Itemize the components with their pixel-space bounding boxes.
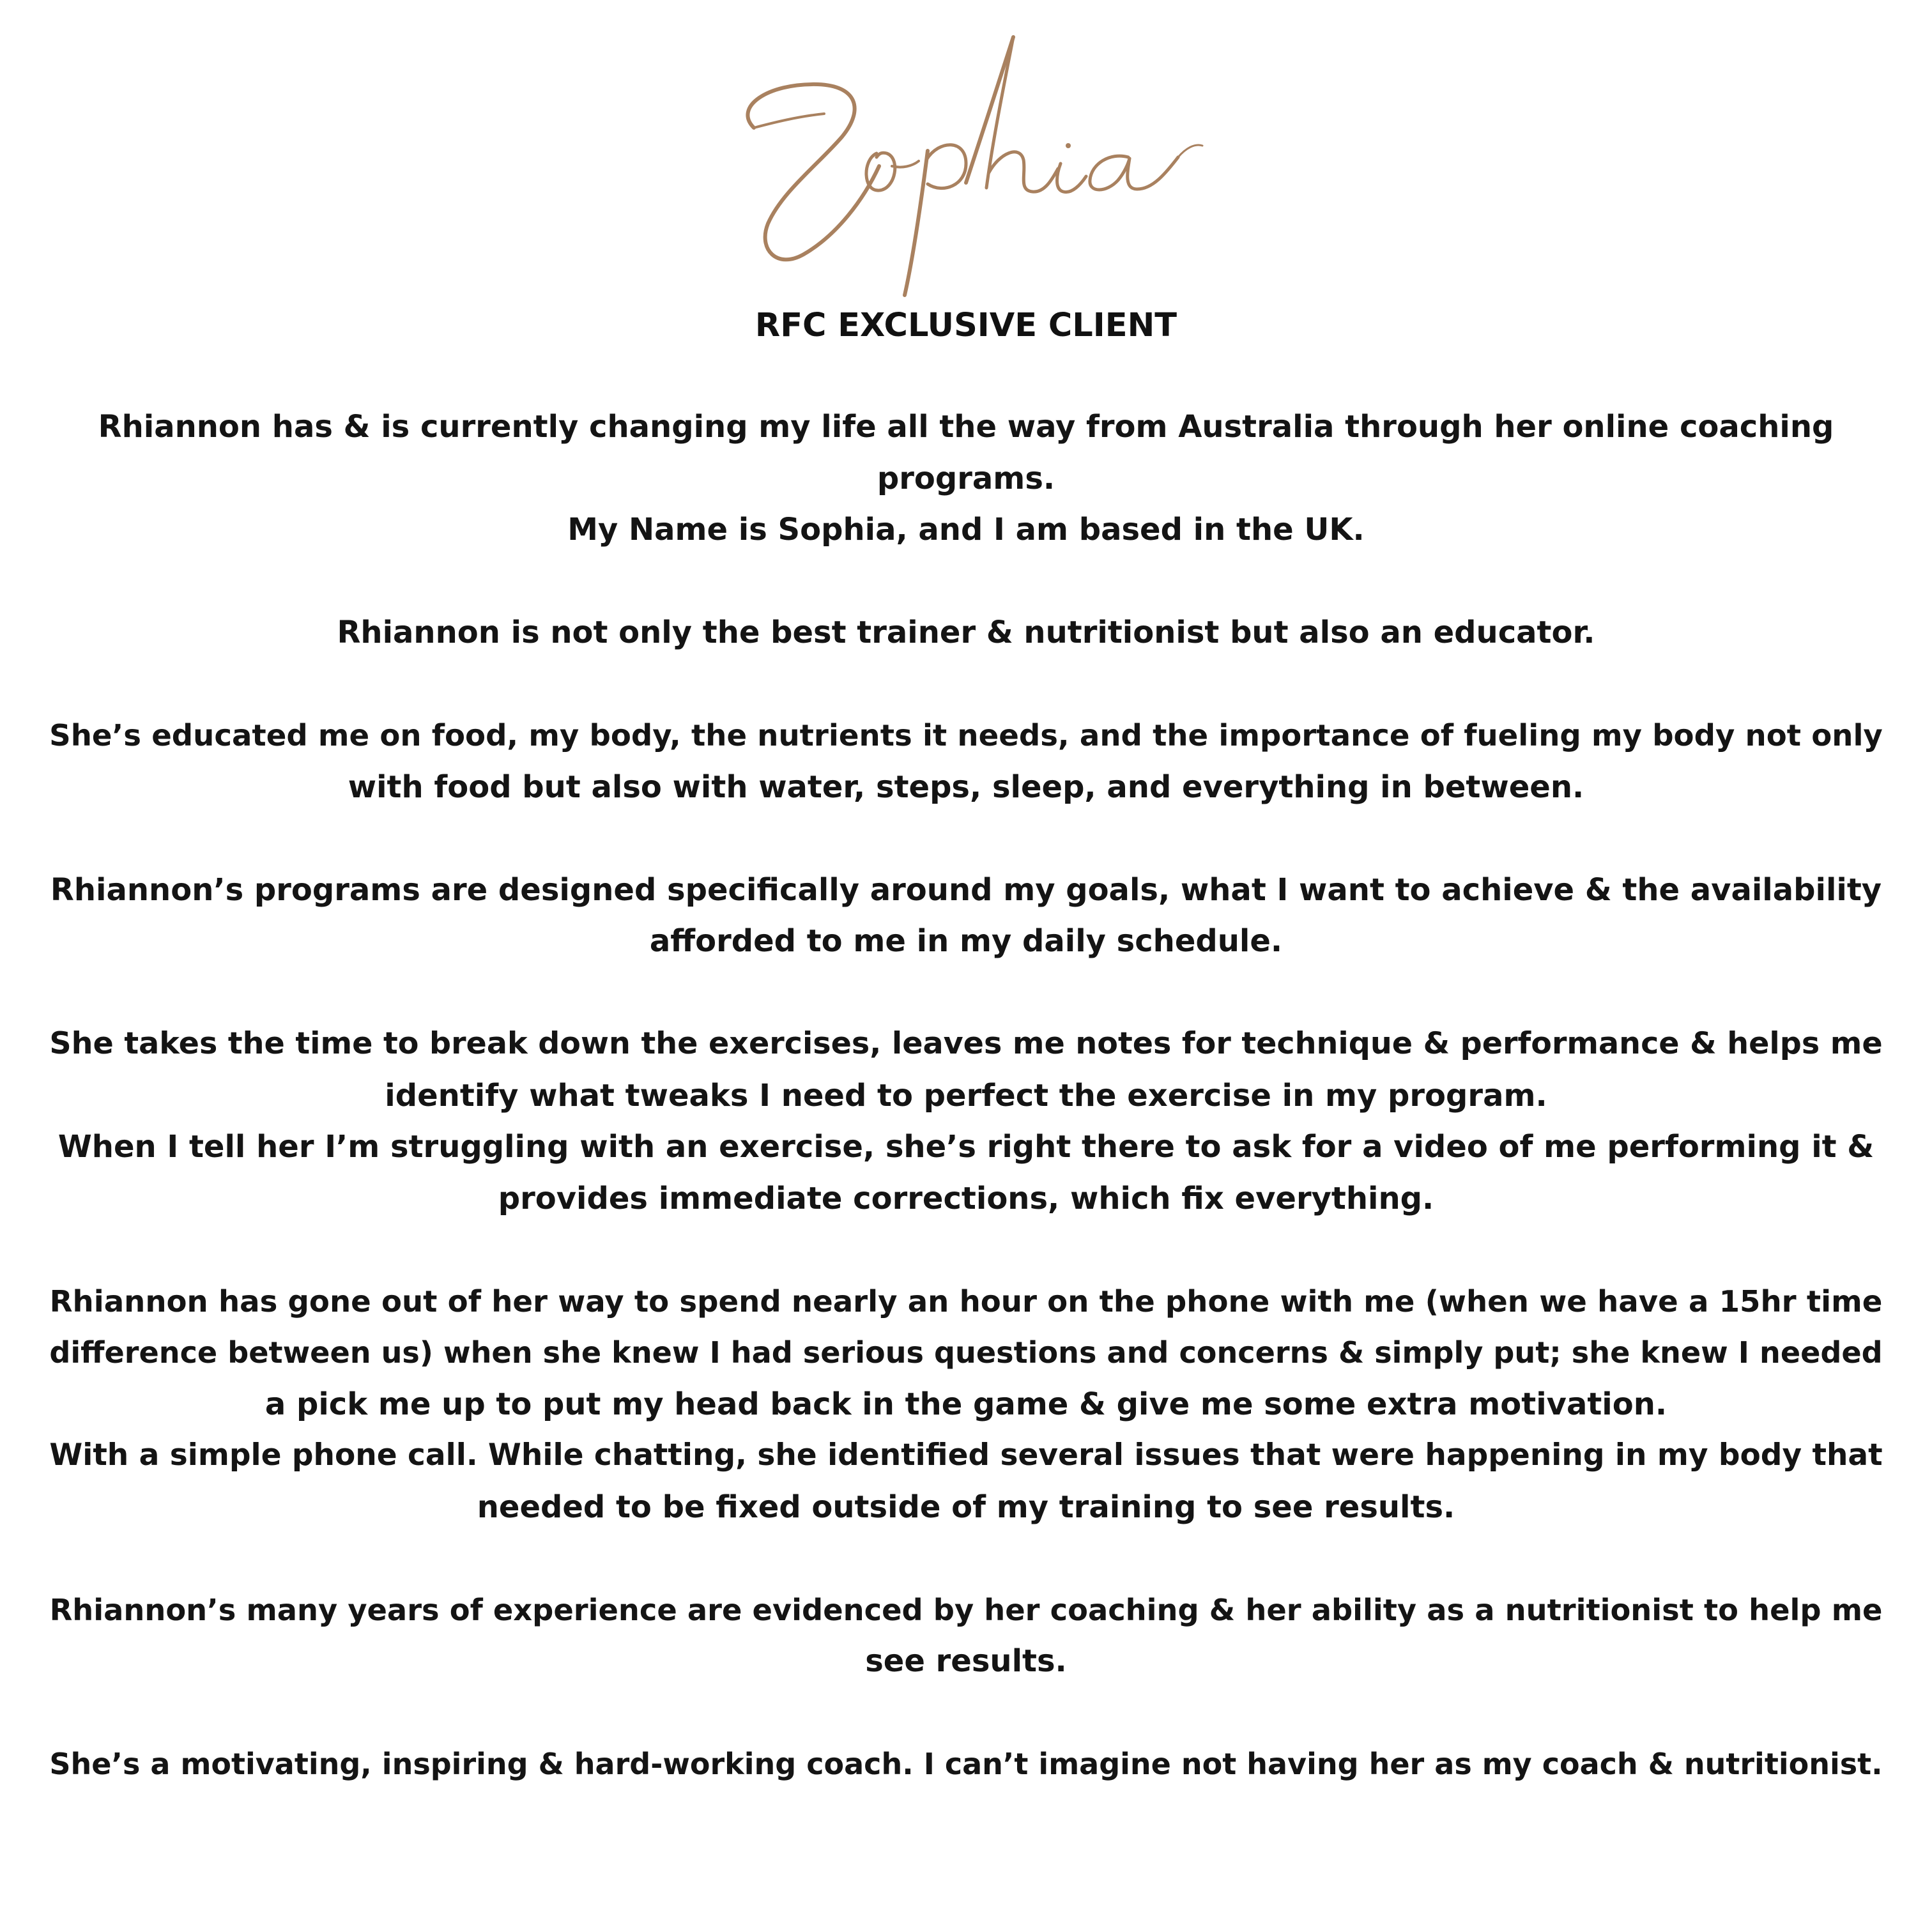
text-line: with food but also with water, steps, sleep, and everything in between. bbox=[348, 769, 1584, 805]
text-line: Rhiannon is not only the best trainer & nutritionist but also an educator. bbox=[337, 615, 1595, 650]
paragraph bbox=[45, 1276, 1887, 1533]
text-line: She’s educated me on food, my body, the nutrients it needs, and the importance of fueling my body not only bbox=[49, 718, 1883, 753]
text-line: She’s a motivating, inspiring & hard-working coach. I can’t imagine not having her as my coach & nutritionist. bbox=[49, 1747, 1883, 1781]
text-line: see results. bbox=[865, 1643, 1067, 1679]
text-line: My Name is Sophia, and I am based in the UK. bbox=[567, 512, 1365, 548]
paragraph bbox=[45, 1584, 1887, 1687]
text-line: needed to be fixed outside of my training to see results. bbox=[477, 1489, 1455, 1525]
text-line: When I tell her I’m struggling with an exercise, she’s right there to ask for a video of me performing it & bbox=[57, 1129, 1874, 1165]
text-line: With a simple phone call. While chatting, she identified several issues that were happening in my body that bbox=[49, 1438, 1883, 1473]
signature-script bbox=[728, 32, 1214, 307]
paragraph bbox=[45, 1018, 1887, 1224]
signature-logo bbox=[728, 32, 1214, 307]
text-line: identify what tweaks I need to perfect the exercise in my program. bbox=[385, 1077, 1547, 1114]
subtitle-heading: RFC EXCLUSIVE CLIENT bbox=[755, 307, 1177, 344]
paragraph bbox=[45, 401, 1887, 556]
paragraph bbox=[45, 607, 1887, 659]
testimonial-body bbox=[45, 401, 1887, 1790]
text-line: a pick me up to put my head back in the game & give me some extra motivation. bbox=[264, 1386, 1667, 1422]
text-line: Rhiannon’s programs are designed specifically around my goals, what I want to achieve & the availability bbox=[50, 871, 1882, 908]
paragraph bbox=[45, 1738, 1887, 1790]
text-line: She takes the time to break down the exercises, leaves me notes for technique & performance & helps me bbox=[49, 1026, 1883, 1061]
text-line: provides immediate corrections, which fix everything. bbox=[498, 1180, 1434, 1216]
text-line: Rhiannon has gone out of her way to spend nearly an hour on the phone with me (when we have a 15hr time bbox=[49, 1284, 1883, 1319]
text-line: programs. bbox=[877, 460, 1055, 496]
text-line: Rhiannon has & is currently changing my life all the way from Australia through her online coaching bbox=[98, 409, 1834, 445]
paragraph bbox=[45, 710, 1887, 813]
text-line: afforded to me in my daily schedule. bbox=[649, 923, 1283, 959]
text-line: difference between us) when she knew I had serious questions and concerns & simply put; she knew I needed bbox=[49, 1335, 1883, 1370]
text-line: Rhiannon’s many years of experience are evidenced by her coaching & her ability as a nutritionist to help me bbox=[49, 1592, 1883, 1627]
paragraph bbox=[45, 864, 1887, 967]
